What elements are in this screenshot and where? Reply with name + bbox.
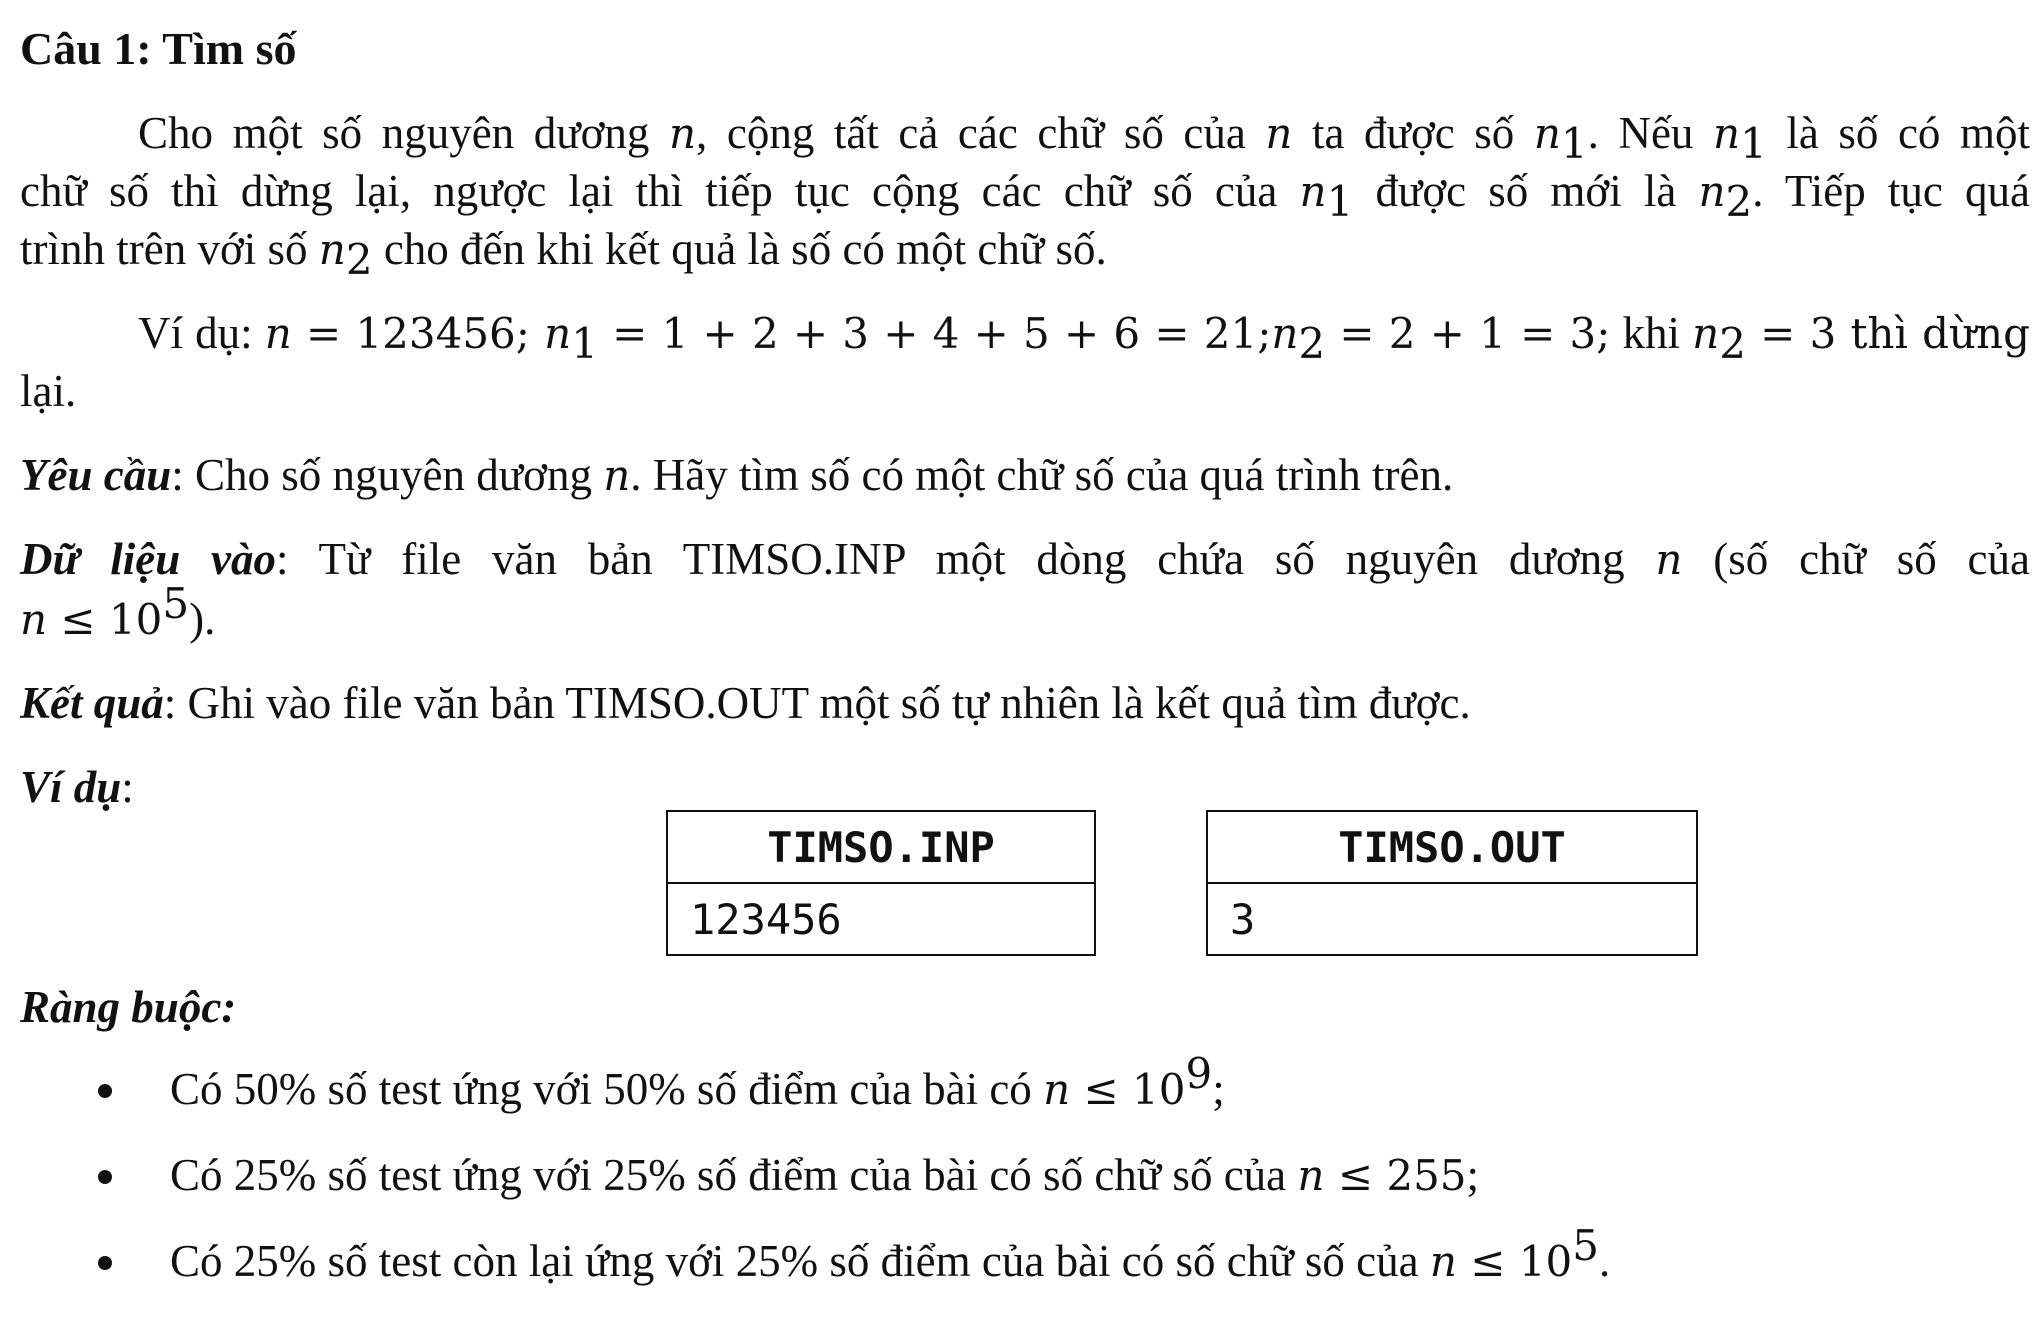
- example-label: Ví dụ: [20, 762, 122, 812]
- output-sample-value: 3: [1207, 883, 1697, 955]
- bullet-icon: [98, 1084, 112, 1098]
- input-label: Dữ liệu vào: [20, 534, 277, 584]
- problem-title: Câu 1: Tìm số: [20, 23, 297, 74]
- requirement-label: Yêu cầu: [20, 450, 172, 500]
- constraints-list: [20, 1049, 1611, 1318]
- input-line-2: $n \le 10^5$).: [20, 579, 216, 644]
- worked-example-line-2: lại.: [20, 366, 77, 416]
- input-sample-header: TIMSO.INP: [667, 811, 1095, 883]
- input-sample-table: [666, 810, 1096, 956]
- output-sample-header: TIMSO.OUT: [1207, 811, 1697, 883]
- constraint-item: Có 25% số test ứng với 25% số điểm của bài có số chữ số của n ≤ 255;: [20, 1146, 1610, 1205]
- intro-line-3: trình trên với số $n_2$ cho đến khi kết quả là số có một chữ số.: [20, 224, 1107, 284]
- intro-line-1: Cho một số nguyên dương n, cộng tất cả các chữ số của n ta được số $n_1$. Nếu $n_1$ là số có một: [138, 108, 2030, 168]
- output-label: Kết quả: [20, 678, 164, 728]
- bullet-icon: [98, 1256, 112, 1270]
- constraints-heading: Ràng buộc:: [20, 982, 237, 1032]
- requirement-line: Yêu cầu: Cho số nguyên dương n. Hãy tìm số có một chữ số của quá trình trên.: [20, 450, 1454, 500]
- intro-line-2: chữ số thì dừng lại, ngược lại thì tiếp tục cộng các chữ số của $n_1$ được số mới là $n_2$. Tiếp tục quá: [20, 166, 2030, 226]
- input-sample-value: 123456: [667, 883, 1095, 955]
- worked-example-line-1: Ví dụ: n = 123456; $n_1 = 1 + 2 + 3 + 4 + 5 + 6$ = $21;n_2 = 2 + 1 = 3$; khi $n_2 = 3$ thì dừng: [138, 308, 2030, 368]
- constraint-item: Có 50% số test ứng với 50% số điểm của bài có $n \le 10^9$;: [20, 1060, 1610, 1119]
- output-line: Kết quả: Ghi vào file văn bản TIMSO.OUT một số tự nhiên là kết quả tìm được.: [20, 678, 1471, 728]
- constraint-item: Có 25% số test còn lại ứng với 25% số điểm của bài có số chữ số của $n \le 10^5$.: [20, 1232, 1610, 1291]
- bullet-icon: [98, 1170, 112, 1184]
- output-sample-table: [1206, 810, 1698, 956]
- input-line-1: Dữ liệu vào: Từ file văn bản TIMSO.INP một dòng chứa số nguyên dương n (số chữ số của: [20, 534, 2031, 584]
- example-label-line: Ví dụ:: [20, 762, 134, 812]
